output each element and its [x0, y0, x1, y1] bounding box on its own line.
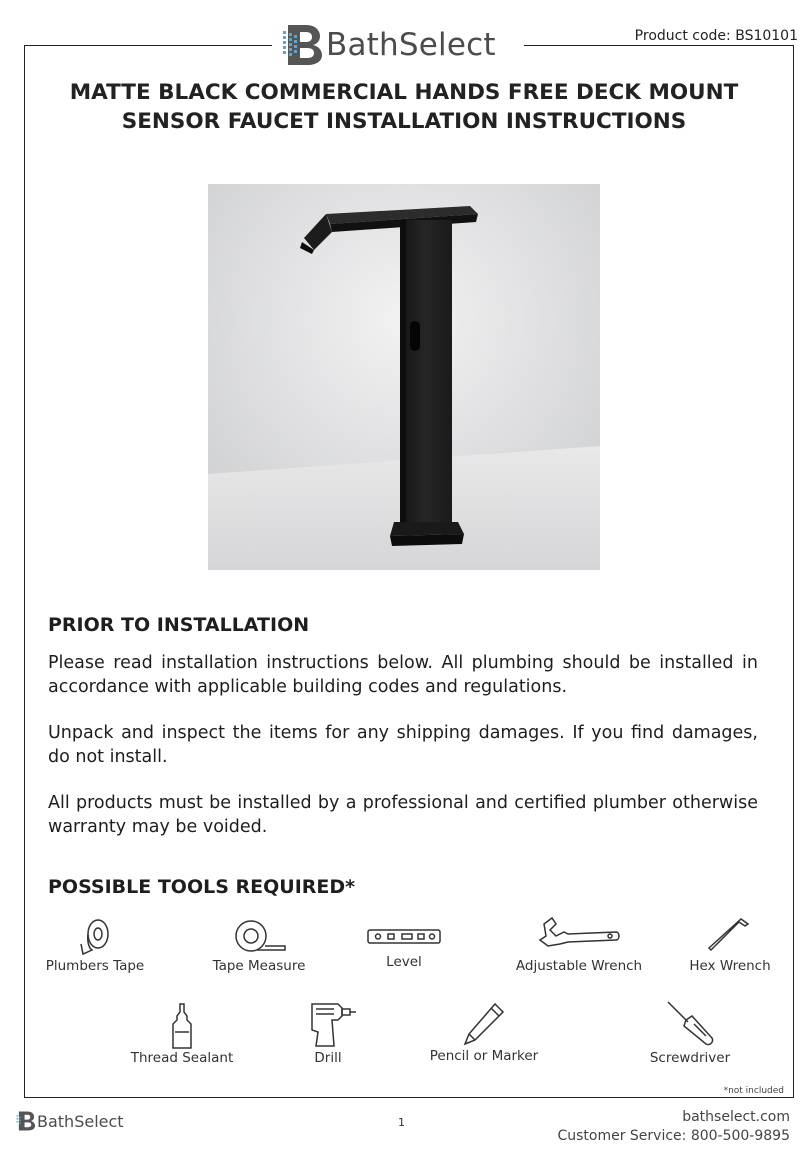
customer-service: Customer Service: 800-500-9895: [557, 1128, 790, 1144]
tape-roll-icon: [75, 914, 115, 958]
tool-label: Level: [386, 954, 422, 970]
brand-wordmark: BathSelect: [326, 27, 496, 63]
tool-label: Pencil or Marker: [429, 1048, 539, 1064]
tools-heading: POSSIBLE TOOLS REQUIRED*: [48, 876, 356, 898]
website-link[interactable]: bathselect.com: [682, 1109, 790, 1125]
tool-label: Drill: [314, 1050, 342, 1066]
footer-contact: [557, 1108, 790, 1146]
hex-key-icon: [705, 914, 755, 958]
tool-plumbers-tape: [38, 914, 152, 974]
level-icon: [364, 918, 444, 954]
tool-level: [354, 918, 454, 970]
tool-label: Adjustable Wrench: [515, 958, 643, 974]
prior-paragraph-2: Unpack and inspect the items for any shipping damages. If you find damages, do not install.: [48, 723, 758, 767]
tool-drill: [290, 1000, 366, 1066]
tool-adjustable-wrench: [508, 914, 650, 974]
footer-brand-wordmark: BathSelect: [37, 1111, 124, 1131]
tape-measure-icon: [227, 914, 291, 958]
drill-icon: [298, 1000, 358, 1050]
faucet-photo: [208, 184, 600, 570]
prior-heading: PRIOR TO INSTALLATION: [48, 614, 310, 636]
tool-label: Screwdriver: [649, 1050, 731, 1066]
tool-hex-wrench: [680, 914, 780, 974]
sealant-bottle-icon: [167, 1002, 197, 1050]
bathselect-logo-icon: [16, 1110, 36, 1132]
header-logo: [282, 20, 496, 70]
tool-pencil-marker: [416, 1000, 552, 1064]
tool-screwdriver: [632, 998, 748, 1066]
footer-logo: [16, 1110, 124, 1132]
product-code: Product code: BS10101: [629, 28, 798, 44]
pencil-icon: [459, 1000, 509, 1048]
title-line-1: MATTE BLACK COMMERCIAL HANDS FREE DECK MOUNT: [69, 80, 739, 105]
prior-paragraph-3: All products must be installed by a professional and certified plumber otherwise warranty may be voided.: [48, 793, 758, 837]
tool-label: Hex Wrench: [689, 958, 771, 974]
tool-thread-sealant: [124, 1002, 240, 1066]
tool-label: Plumbers Tape: [45, 958, 145, 974]
tool-label: Tape Measure: [212, 958, 306, 974]
page-number: 1: [398, 1116, 405, 1129]
tool-tape-measure: [202, 914, 316, 974]
title-line-2: SENSOR FAUCET INSTALLATION INSTRUCTIONS: [121, 109, 687, 134]
tool-label: Thread Sealant: [130, 1050, 234, 1066]
prior-paragraph-1: Please read installation instructions below. All plumbing should be installed in accordance with applicable building codes and regulations.: [48, 653, 758, 697]
wrench-icon: [534, 914, 624, 958]
page-title: [30, 78, 778, 136]
not-included-note: *not included: [723, 1086, 784, 1096]
screwdriver-icon: [662, 998, 718, 1050]
bathselect-logo-icon: [282, 23, 324, 67]
